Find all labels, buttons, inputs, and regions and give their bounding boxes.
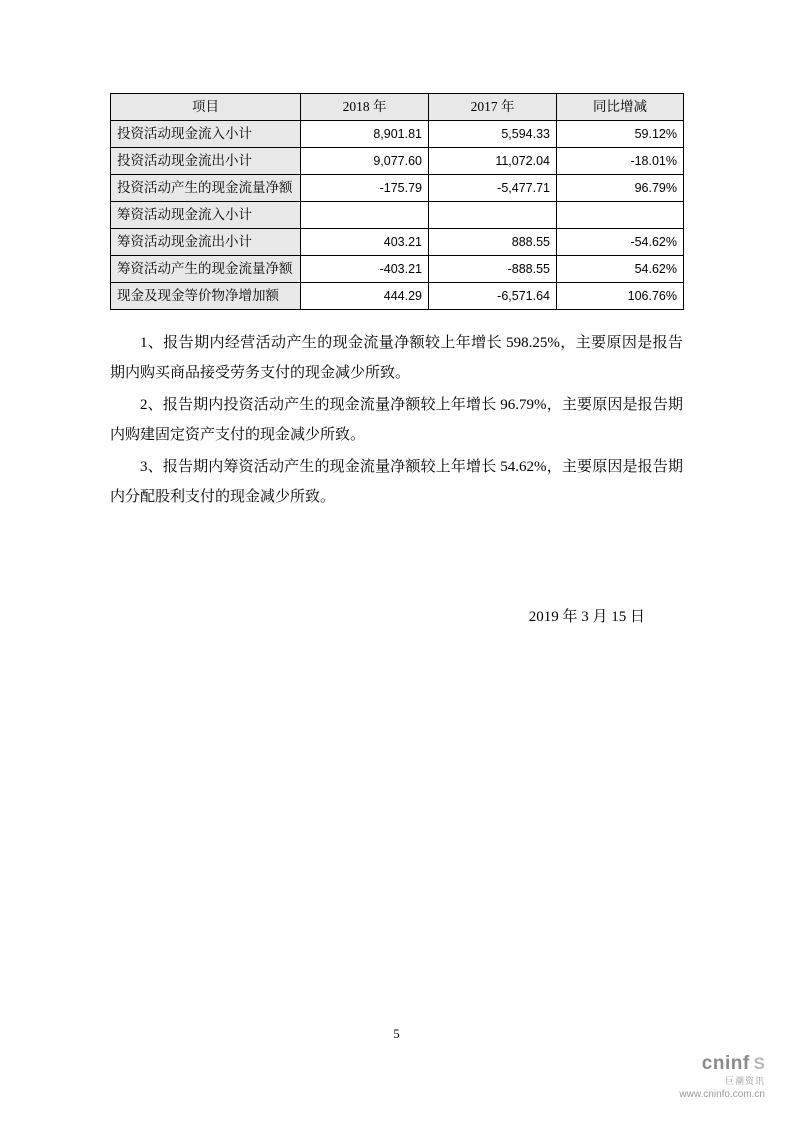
cash-flow-table (110, 93, 684, 310)
table-row (111, 148, 684, 175)
row-value-2018: 403.21 (301, 229, 429, 256)
watermark-url: www.cninfo.com.cn (679, 1088, 765, 1100)
row-value-2018: -175.79 (301, 175, 429, 202)
row-value-2017: 5,594.33 (429, 121, 557, 148)
row-label: 筹资活动现金流入小计 (111, 202, 301, 229)
table-body (111, 121, 684, 310)
table-row (111, 229, 684, 256)
document-date: 2019 年 3 月 15 日 (528, 609, 645, 625)
paragraph-operating-cashflow: 1、报告期内经营活动产生的现金流量净额较上年增长 598.25%，主要原因是报告期内购买商品接受劳务支付的现金减少所致。 (110, 335, 683, 381)
paragraph-financing-cashflow: 3、报告期内筹资活动产生的现金流量净额较上年增长 54.62%，主要原因是报告期内分配股利支付的现金减少所致。 (110, 459, 683, 505)
row-value-change: 59.12% (557, 121, 684, 148)
table-row (111, 121, 684, 148)
row-value-2017: 11,072.04 (429, 148, 557, 175)
cash-flow-table-container (110, 93, 683, 310)
paragraph-investing-cashflow: 2、报告期内投资活动产生的现金流量净额较上年增长 96.79%，主要原因是报告期内购建固定资产支付的现金减少所致。 (110, 397, 683, 443)
row-value-2017 (429, 202, 557, 229)
table-row (111, 283, 684, 310)
row-value-2018: 9,077.60 (301, 148, 429, 175)
column-header-2017: 2017 年 (429, 94, 557, 121)
row-value-change: 106.76% (557, 283, 684, 310)
row-label: 筹资活动现金流出小计 (111, 229, 301, 256)
row-value-2017: -888.55 (429, 256, 557, 283)
page-number: 5 (393, 1027, 400, 1041)
row-value-2018 (301, 202, 429, 229)
table-header (111, 94, 684, 121)
column-header-change: 同比增减 (557, 94, 684, 121)
explanation-section (110, 328, 683, 514)
table-row (111, 175, 684, 202)
row-value-change: 96.79% (557, 175, 684, 202)
table-row (111, 202, 684, 229)
row-label: 筹资活动产生的现金流量净额 (111, 256, 301, 283)
row-value-2018: 444.29 (301, 283, 429, 310)
row-value-2018: -403.21 (301, 256, 429, 283)
row-value-2017: -5,477.71 (429, 175, 557, 202)
row-value-2018: 8,901.81 (301, 121, 429, 148)
table-header-row (111, 94, 684, 121)
row-value-2017: 888.55 (429, 229, 557, 256)
watermark-brand: cninf (701, 1053, 750, 1075)
watermark-chinese-name: 巨潮资讯 (724, 1076, 765, 1087)
column-header-2018: 2018 年 (301, 94, 429, 121)
cninfo-watermark (679, 1053, 765, 1100)
watermark-mark-icon: S (753, 1054, 765, 1074)
row-value-change: -18.01% (557, 148, 684, 175)
row-value-change: 54.62% (557, 256, 684, 283)
row-label: 投资活动产生的现金流量净额 (111, 175, 301, 202)
row-label: 投资活动现金流出小计 (111, 148, 301, 175)
column-header-item: 项目 (111, 94, 301, 121)
row-value-change: -54.62% (557, 229, 684, 256)
row-value-change (557, 202, 684, 229)
watermark-logo-row (679, 1053, 765, 1075)
row-label: 投资活动现金流入小计 (111, 121, 301, 148)
row-value-2017: -6,571.64 (429, 283, 557, 310)
table-row (111, 256, 684, 283)
row-label: 现金及现金等价物净增加额 (111, 283, 301, 310)
